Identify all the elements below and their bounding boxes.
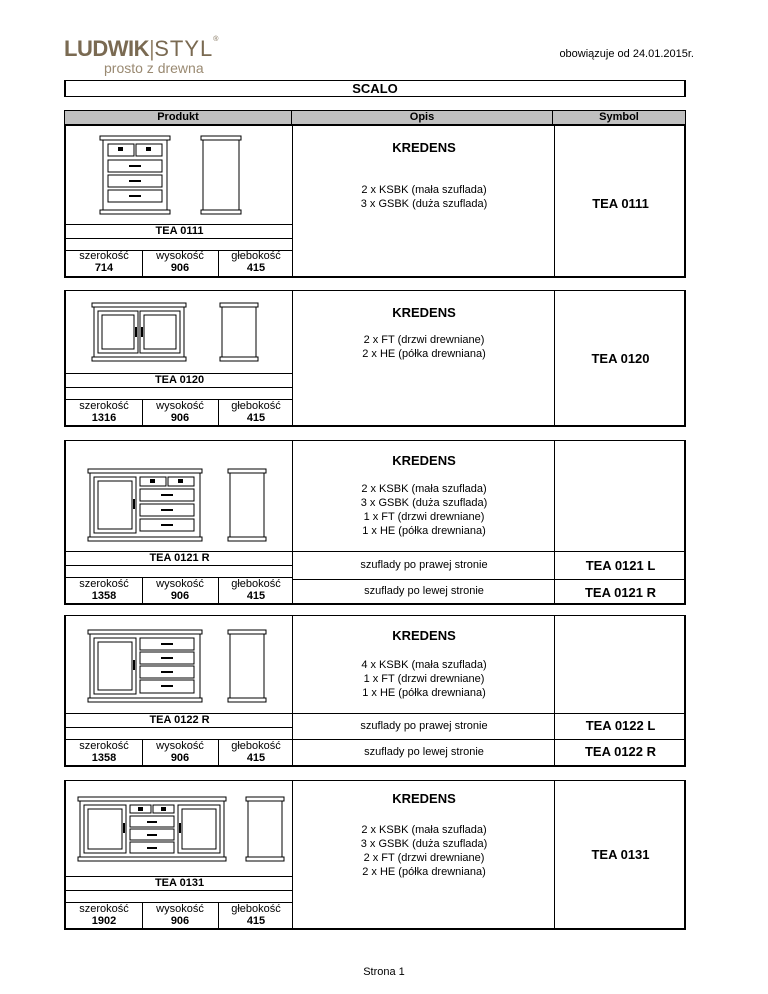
dim-height: wysokość 906 xyxy=(156,578,204,602)
desc-line: 4 x KSBK (mała szuflada) xyxy=(361,659,487,671)
page-number: Strona 1 xyxy=(363,966,405,978)
desc-line: 3 x GSBK (duża szuflada) xyxy=(360,838,488,850)
logo-wordmark: LUDWIK|STYL® xyxy=(64,36,218,61)
desc-line: 1 x HE (półka drewniana) xyxy=(362,687,486,699)
variant-text: szuflady po lewej stronie xyxy=(364,746,484,758)
column-header-symbol: Symbol xyxy=(552,110,686,125)
variant-symbol: TEA 0122 R xyxy=(584,744,657,759)
variant-text: szuflady po prawej stronie xyxy=(360,559,488,571)
product-description xyxy=(294,333,554,361)
product-symbol: TEA 0131 xyxy=(591,847,650,862)
column-header-description: Opis xyxy=(291,110,553,125)
product-description xyxy=(294,823,554,879)
product-code: TEA 0122 R xyxy=(149,714,210,726)
product-code: TEA 0111 xyxy=(155,225,204,237)
product-drawing-tea-0122 xyxy=(86,628,276,710)
desc-line: 1 x HE (półka drewniana) xyxy=(362,525,486,537)
page-title: SCALO xyxy=(64,80,686,97)
dim-width: szerokość 1902 xyxy=(79,903,129,927)
dim-depth: głebokość 415 xyxy=(231,740,281,764)
variant-text: szuflady po prawej stronie xyxy=(360,720,488,732)
product-name: KREDENS xyxy=(392,628,456,643)
product-symbol: TEA 0111 xyxy=(592,196,649,211)
variant-symbol: TEA 0122 L xyxy=(585,718,656,733)
product-block-tea-0131 xyxy=(64,780,686,930)
product-block-tea-0122 xyxy=(64,615,686,767)
dim-depth: głebokość 415 xyxy=(231,250,281,274)
product-description xyxy=(294,482,554,538)
product-drawing-tea-0121 xyxy=(86,467,276,547)
product-code: TEA 0131 xyxy=(154,877,205,889)
logo-brand-bold: LUDWIK xyxy=(64,36,149,61)
variant-symbol: TEA 0121 L xyxy=(585,558,656,573)
desc-line: 2 x FT (drzwi drewniane) xyxy=(363,852,485,864)
product-symbol: TEA 0120 xyxy=(591,351,650,366)
logo-tagline: prosto z drewna xyxy=(104,60,204,76)
desc-line: 3 x GSBK (duża szuflada) xyxy=(360,497,488,509)
desc-line: 2 x KSBK (mała szuflada) xyxy=(361,184,487,196)
dim-height: wysokość 906 xyxy=(156,903,204,927)
dim-width: szerokość 1316 xyxy=(79,400,129,424)
product-block-tea-0120 xyxy=(64,290,686,427)
desc-line: 2 x FT (drzwi drewniane) xyxy=(363,334,485,346)
product-block-tea-0121 xyxy=(64,440,686,605)
product-code: TEA 0120 xyxy=(154,374,205,386)
product-name: KREDENS xyxy=(392,791,456,806)
dim-height: wysokość 906 xyxy=(156,740,204,764)
column-header-product: Produkt xyxy=(64,110,292,125)
brand-logo xyxy=(64,36,234,78)
variant-text: szuflady po lewej stronie xyxy=(364,585,484,597)
product-drawing-tea-0111 xyxy=(96,134,246,219)
dim-depth: głebokość 415 xyxy=(231,400,281,424)
product-description xyxy=(294,658,554,700)
desc-line: 3 x GSBK (duża szuflada) xyxy=(360,198,488,210)
desc-line: 2 x KSBK (mała szuflada) xyxy=(361,483,487,495)
product-name: KREDENS xyxy=(392,140,456,155)
dim-depth: głebokość 415 xyxy=(231,578,281,602)
product-name: KREDENS xyxy=(392,453,456,468)
product-drawing-tea-0120 xyxy=(90,301,260,366)
dim-height: wysokość 906 xyxy=(156,400,204,424)
logo-brand-thin: STYL xyxy=(154,36,214,61)
dim-width: szerokość 1358 xyxy=(79,578,129,602)
dim-depth: głebokość 415 xyxy=(231,903,281,927)
valid-from-date: obowiązuje od 24.01.2015r. xyxy=(559,48,694,60)
desc-line: 2 x HE (półka drewniana) xyxy=(362,866,486,878)
product-code: TEA 0121 R xyxy=(149,552,210,564)
product-name: KREDENS xyxy=(392,305,456,320)
desc-line: 2 x KSBK (mała szuflada) xyxy=(361,824,487,836)
product-block-tea-0111 xyxy=(64,125,686,278)
dim-height: wysokość 906 xyxy=(156,250,204,274)
desc-line: 1 x FT (drzwi drewniane) xyxy=(363,673,485,685)
dim-width: szerokość 1358 xyxy=(79,740,129,764)
logo-registered-mark: ® xyxy=(213,36,218,43)
variant-symbol: TEA 0121 R xyxy=(584,585,657,600)
product-drawing-tea-0131 xyxy=(76,795,286,875)
dim-width: szerokość 714 xyxy=(79,250,129,274)
product-description xyxy=(294,183,554,211)
desc-line: 2 x HE (półka drewniana) xyxy=(362,348,486,360)
desc-line: 1 x FT (drzwi drewniane) xyxy=(363,511,485,523)
